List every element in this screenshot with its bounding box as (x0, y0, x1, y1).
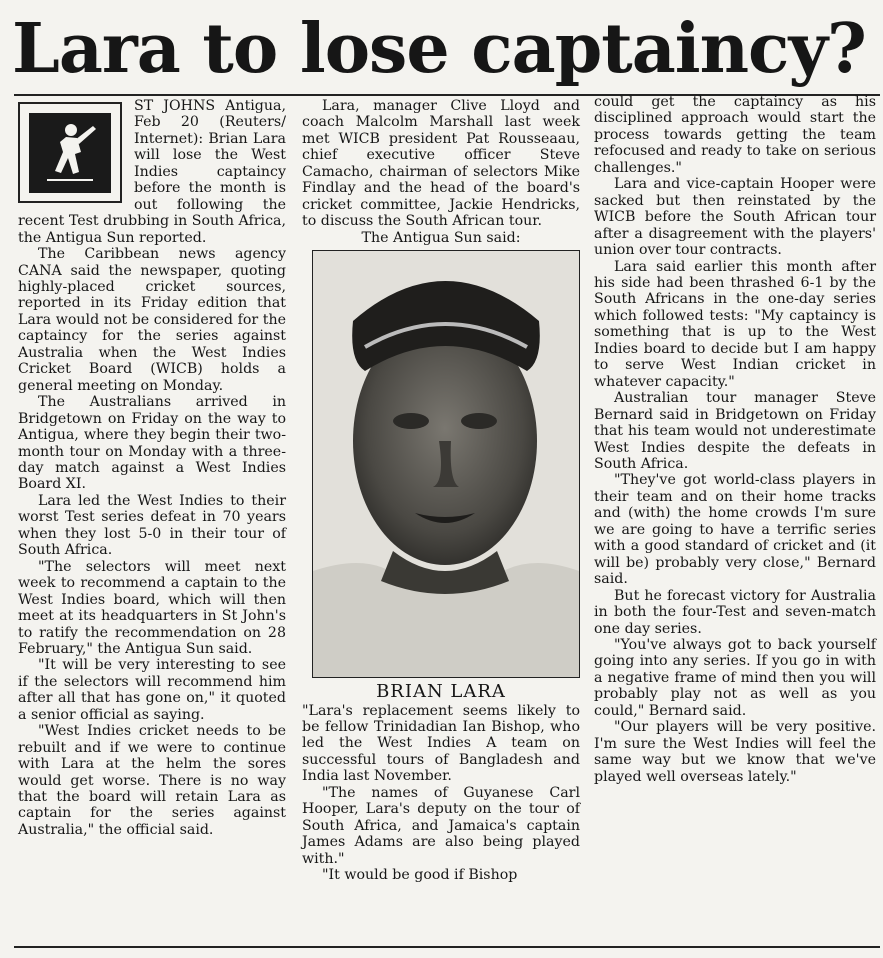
article-column-2 (302, 98, 580, 884)
article-column-3 (594, 94, 876, 785)
article-paragraph: ST JOHNS Antigua, Feb 20 (Reuters/ Internet): Brian Lara will lose the West Indies captaincy before the month is out following the recent Test drubbing in South Africa, the Antigua Sun reported. (18, 98, 286, 246)
photo-caption: BRIAN LARA (376, 681, 506, 703)
article-paragraph: The Caribbean news agency CANA said the newspaper, quoting highly-placed cricket sources, reported in its Friday edition that Lara would not be considered for the captaincy for the series against Australia when the West Indies Cricket Board (WICB) holds a general meeting on Monday. (18, 246, 286, 394)
article-paragraph: "They've got world-class players in their team and on their home tracks and (with) the home crowds I'm sure we are going to have a terrific series with a good standard of cricket and (it will be) probably very close," Bernard said. (594, 472, 876, 588)
article-paragraph: "You've always got to back yourself going into any series. If you go in with a negative frame of mind then you will probably play not as well as you could," Bernard said. (594, 636, 876, 719)
article-paragraph: But he forecast victory for Australia in both the four-Test and seven-match one day series. (594, 587, 876, 637)
article-paragraph: Lara and vice-captain Hooper were sacked but then reinstated by the WICB before the South African tour after a disagreement with the players' union over tour contracts. (594, 176, 876, 259)
batsman-silhouette-icon (18, 102, 122, 203)
article-paragraph: "It will be very interesting to see if the selectors will recommend him after all that has gone on," it quoted a senior official as saying. (18, 657, 286, 723)
article-column-1 (18, 98, 286, 838)
article-paragraph: "The selectors will meet next week to recommend a captain to the West Indies board, which will then meet at its headquarters in St John's to ratify the recommendation on 28 February," the Antigua Sun said. (18, 558, 286, 657)
article-paragraph: The Antigua Sun said: (361, 229, 521, 246)
bottom-rule (14, 946, 880, 948)
player-photo (312, 250, 580, 678)
article-paragraph: Lara, manager Clive Lloyd and coach Malcolm Marshall last week met WICB president Pat Rousseaau, chief executive officer Steve Camacho, chairman of selectors Mike Findlay and the head of the board's cricket committee, Jackie Hendricks, to discuss the South African tour. (302, 98, 580, 230)
article-paragraph: The Australians arrived in Bridgetown on Friday on the way to Antigua, where they begin their two-month tour on Monday with a three-day match against a West Indies Board XI. (18, 394, 286, 493)
article-paragraph: "Our players will be very positive. I'm sure the West Indies will feel the same way but we know that we've played well overseas lately." (594, 719, 876, 785)
article-paragraph: "Lara's replacement seems likely to be fellow Trinidadian Ian Bishop, who led the West Indies A team on successful tours of Bangladesh and India last November. (302, 702, 580, 785)
headline: Lara to lose captaincy? (12, 9, 866, 89)
article-paragraph: "It would be good if Bishop (322, 867, 518, 884)
article-paragraph: "West Indies cricket needs to be rebuilt and if we were to continue with Lara at the helm the sores would get worse. There is no way that the board will retain Lara as captain for the series against Australia," the official said. (18, 723, 286, 838)
article-paragraph: Lara said earlier this month after his side had been thrashed 6-1 by the South Africans in the one-day series which followed tests: "My captaincy is something that is up to the West Indies board to decide but I am happy to serve West Indian cricket in whatever capacity." (594, 258, 876, 390)
article-paragraph: could get the captaincy as his disciplined approach would start the process towards getting the team refocused and ready to take on serious challenges." (594, 94, 876, 176)
article-paragraph: Lara led the West Indies to their worst Test series defeat in 70 years when they lost 5-0 in their tour of South Africa. (18, 492, 286, 559)
article-paragraph: "The names of Guyanese Carl Hooper, Lara's deputy on the tour of South Africa, and Jamaica's captain James Adams are also being played with." (302, 784, 580, 867)
article-paragraph: Australian tour manager Steve Bernard said in Bridgetown on Friday that his team would not underestimate West Indies despite the defeats in South Africa. (594, 390, 876, 472)
